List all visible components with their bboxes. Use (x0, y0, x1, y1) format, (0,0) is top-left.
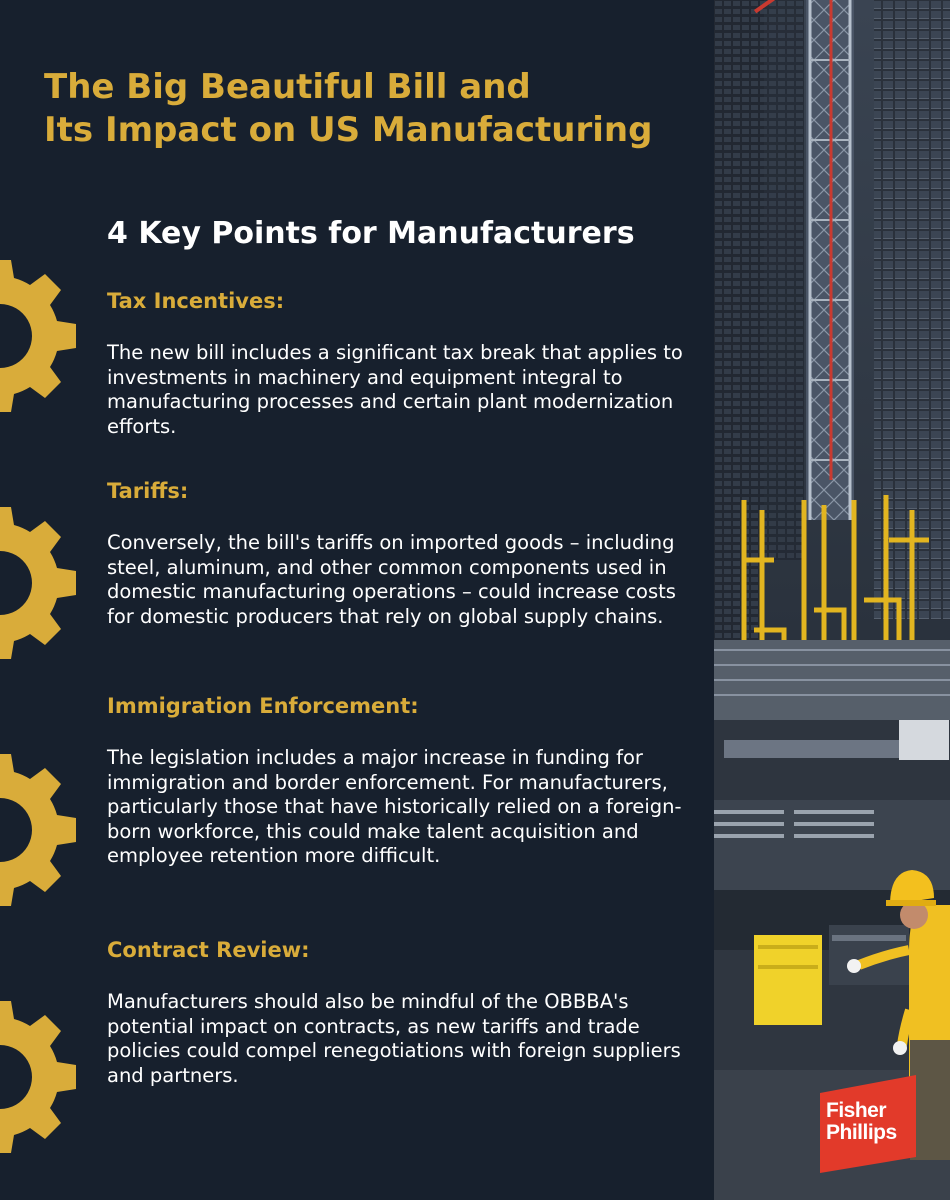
title-line-2: Its Impact on US Manufacturing (44, 110, 653, 150)
key-point-heading: Tariffs: (107, 479, 189, 503)
key-point-body: The new bill includes a significant tax break that applies to investments in machinery and equipment integral to manufacturing processes and certain plant modernization efforts. (107, 341, 683, 438)
key-point-contract-review (107, 936, 707, 1088)
gear-icon (0, 750, 80, 910)
logo-wordmark (826, 1100, 916, 1144)
key-point-tariffs (107, 477, 707, 629)
key-point-immigration-enforcement (107, 692, 707, 869)
key-point-heading: Contract Review: (107, 938, 310, 962)
logo-line-2: Phillips (826, 1121, 897, 1144)
key-point-body: Manufacturers should also be mindful of the OBBBA's potential impact on contracts, as new tariffs and trade policies could compel renegotiations with foreign suppliers and partners. (107, 990, 681, 1087)
warehouse-photo (714, 0, 950, 1200)
section-subtitle: 4 Key Points for Manufacturers (107, 216, 635, 251)
key-point-heading: Immigration Enforcement: (107, 694, 419, 718)
page-title (44, 66, 704, 152)
gear-icon (0, 997, 80, 1157)
key-point-tax-incentives (107, 287, 707, 439)
key-point-body: Conversely, the bill's tariffs on imported goods – including steel, aluminum, and other common components used in domestic manufacturing operations – could increase costs for domestic producers that rely on global supply chains. (107, 531, 676, 628)
gear-icon (0, 503, 80, 663)
warehouse-illustration (714, 0, 950, 1200)
title-line-1: The Big Beautiful Bill and (44, 67, 531, 107)
gear-icon (0, 256, 80, 416)
logo-line-1: Fisher (826, 1099, 887, 1122)
key-point-heading: Tax Incentives: (107, 289, 285, 313)
key-point-body: The legislation includes a major increase in funding for immigration and border enforcement. For manufacturers, particularly those that have historically relied on a foreign-born workforce, this could make talent acquisition and employee retention more difficult. (107, 746, 682, 867)
